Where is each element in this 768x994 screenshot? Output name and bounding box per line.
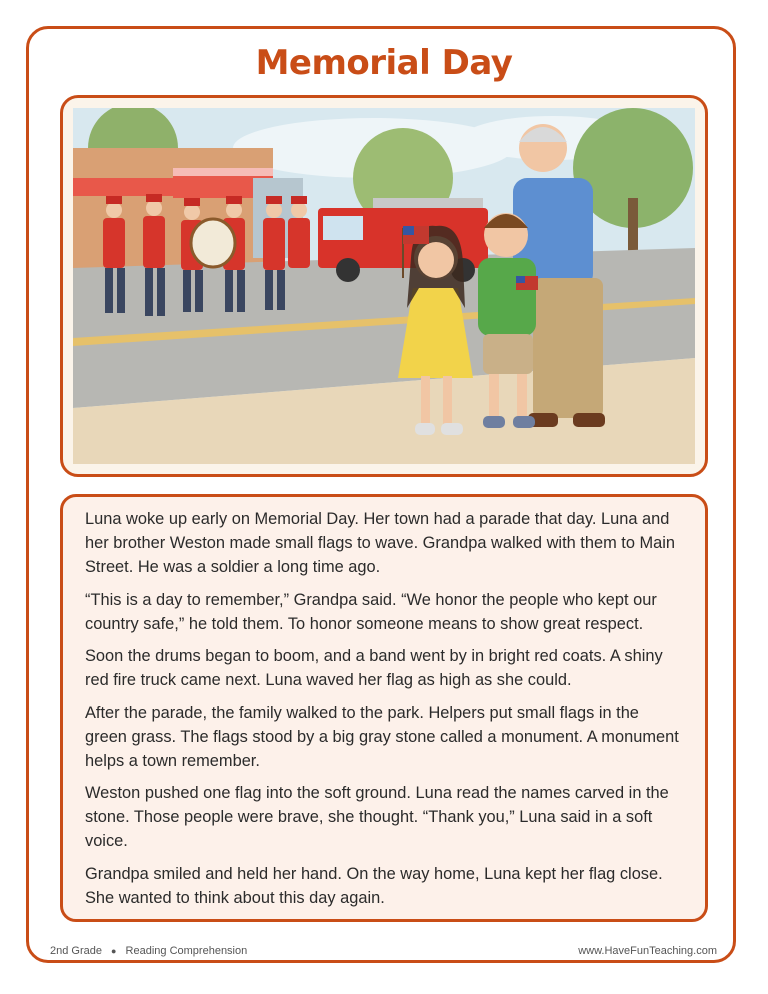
story-paragraph-4: After the parade, the family walked to the park. Helpers put small flags in the green grass. The flags stood by a big gray stone called a monument. A monument helps a town remember. <box>85 703 679 770</box>
footer-website[interactable]: www.HaveFunTeaching.com <box>578 945 717 957</box>
bass-drum <box>191 219 235 267</box>
footer-subject: Reading Comprehension <box>125 945 248 957</box>
illustration-frame <box>60 95 708 477</box>
story-paragraph-6: Grandpa smiled and held her hand. On the way home, Luna kept her flag close. She wanted to think about this day again. <box>85 864 663 907</box>
parade-illustration <box>73 108 695 464</box>
story-paragraph-1: Luna woke up early on Memorial Day. Her town had a parade that day. Luna and her brother Weston made small flags to wave. Grandpa walked with them to Main Street. He was a soldier a long time ago. <box>85 510 676 576</box>
bullet-icon: ● <box>111 946 117 956</box>
story-paragraph-5: Weston pushed one flag into the soft ground. Luna read the names carved in the stone. Those people were brave, she thought. “Thank you,” Luna said in a soft voice. <box>85 784 669 850</box>
story-text-box <box>60 494 708 922</box>
story-paragraph-2: “This is a day to remember,” Grandpa said. “We honor the people who kept our country safe,” he told them. To honor someone means to show great respect. <box>85 590 657 633</box>
footer-grade-subject <box>50 945 247 957</box>
page-title: Memorial Day <box>255 43 513 83</box>
story-paragraph-3: Soon the drums began to boom, and a band went by in bright red coats. A shiny red fire truck came next. Luna waved her flag as high as she could. <box>85 647 663 689</box>
footer-grade: 2nd Grade <box>50 945 102 957</box>
